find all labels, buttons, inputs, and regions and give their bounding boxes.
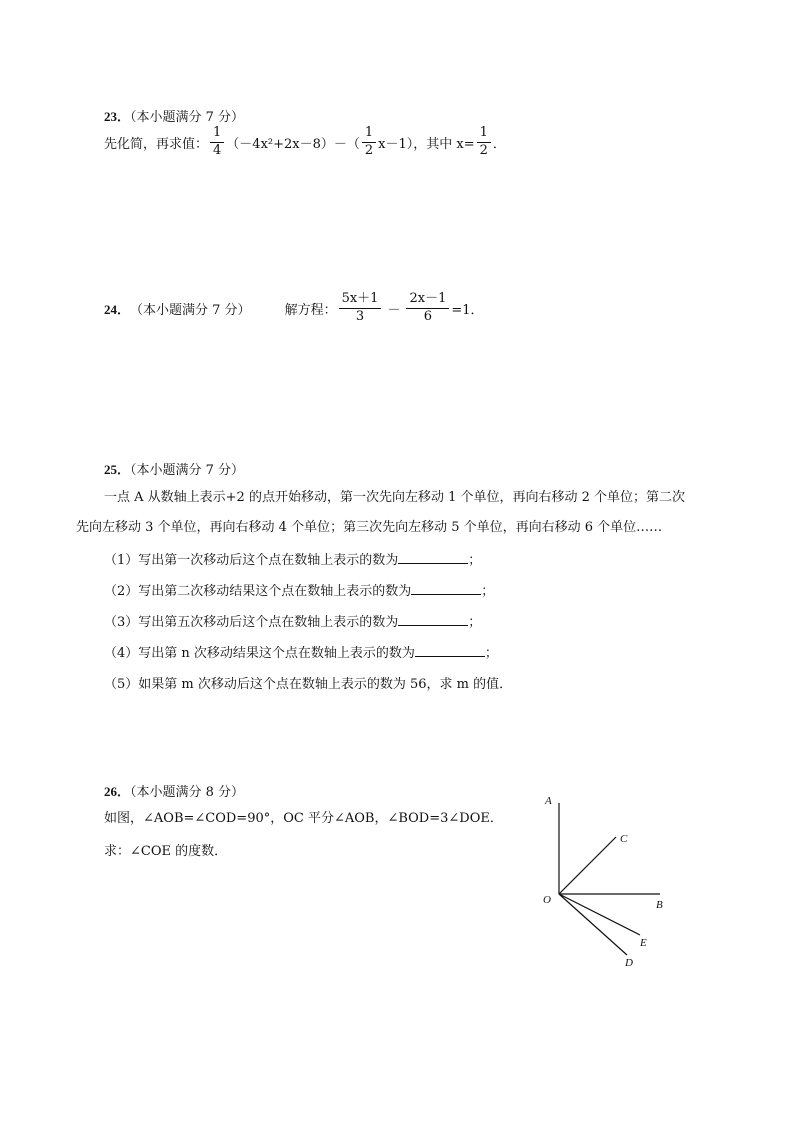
q23-expression-2: x－1），其中 x=: [378, 136, 475, 152]
q25-sub-2-answer-blank[interactable]: [411, 593, 481, 595]
q23-lead: 先化简，再求值：: [104, 136, 209, 152]
q25-heading: [104, 459, 244, 478]
q25-intro-line-2: 先向左移动 3 个单位，再向右移动 4 个单位；第三次先向左移动 5 个单位，再向右移动 6 个单位……: [76, 520, 663, 535]
q23-fraction-1-numerator: 1: [210, 126, 224, 143]
q24-fraction-1: [339, 292, 382, 325]
q25-score: （本小题满分 7 分）: [130, 463, 245, 478]
q26-number: 26．: [104, 784, 131, 799]
q25-sub-2-semicolon: ；: [481, 584, 495, 599]
q23-number: 23．: [104, 109, 131, 124]
q25-sub-5: （5）如果第 m 次移动后这个点在数轴上表示的数为 56，求 m 的值．: [104, 677, 513, 692]
label-C: C: [620, 833, 628, 845]
q25-intro-line-1: 一点 A 从数轴上表示+2 的点开始移动，第一次先向左移动 1 个单位，再向右移动 2 个单位；第二次: [104, 490, 686, 505]
q24-problem: [104, 292, 484, 325]
q26-heading: [104, 781, 244, 800]
q23-fraction-1: [210, 126, 224, 159]
q24-minus: －: [387, 302, 401, 318]
label-D: D: [625, 957, 633, 969]
q23-score: （本小题满分 7 分）: [130, 110, 245, 125]
ray-OE: [559, 894, 640, 935]
q25-sub-4-semicolon: ；: [484, 646, 498, 661]
q25-sub-1-semicolon: ；: [468, 553, 482, 568]
q26-angle-figure: [530, 790, 690, 975]
q23-problem: [104, 126, 506, 159]
q23-heading: [104, 106, 244, 125]
q23-fraction-1-denominator: 4: [213, 142, 222, 158]
q24-lead: 解方程：: [284, 302, 337, 318]
q23-fraction-2-denominator: 2: [364, 142, 374, 158]
q25-sub-2: [104, 580, 494, 599]
q25-sub-4: [104, 642, 498, 661]
q24-fraction-1-denominator: 3: [355, 308, 365, 324]
q23-expression-1: （－4x²+2x－8）－（: [226, 136, 360, 152]
q24-number: 24．: [104, 301, 131, 317]
label-B: B: [656, 899, 663, 911]
q23-end: ．: [492, 136, 506, 152]
q25-sub-4-answer-blank[interactable]: [415, 655, 485, 657]
label-O: O: [543, 894, 551, 906]
q25-sub-3-answer-blank[interactable]: [398, 624, 468, 626]
ray-OC: [559, 837, 616, 894]
q25-sub-1-text: （1）写出第一次移动后这个点在数轴上表示的数为: [104, 553, 399, 568]
q25-sub-4-text: （4）写出第 n 次移动结果这个点在数轴上表示的数为: [104, 646, 415, 661]
q23-fraction-3-denominator: 2: [479, 142, 488, 158]
ray-OD: [559, 894, 627, 955]
q26-line-2: 求：∠COE 的度数．: [104, 844, 228, 859]
q25-sub-3: [104, 611, 481, 630]
q23-fraction-3: [477, 126, 491, 159]
q25-number: 25．: [104, 462, 131, 477]
q24-fraction-2: [406, 292, 449, 325]
q26-score: （本小题满分 8 分）: [130, 785, 245, 800]
q25-sub-1-answer-blank[interactable]: [398, 562, 468, 564]
q25-sub-2-text: （2）写出第二次移动结果这个点在数轴上表示的数为: [104, 584, 412, 599]
q25-sub-1: [104, 549, 481, 568]
q24-score: （本小题满分 7 分）: [130, 302, 251, 318]
q24-fraction-1-numerator: 5x＋1: [339, 292, 382, 309]
label-A: A: [545, 795, 552, 807]
q24-end: =1．: [451, 302, 484, 318]
q25-sub-3-semicolon: ；: [468, 615, 482, 630]
q24-fraction-2-denominator: 6: [423, 308, 433, 324]
q25-sub-3-text: （3）写出第五次移动后这个点在数轴上表示的数为: [104, 615, 399, 630]
q26-line-1: 如图，∠AOB=∠COD=90°，OC 平分∠AOB，∠BOD=3∠DOE．: [104, 811, 503, 826]
q24-fraction-2-numerator: 2x－1: [406, 292, 449, 309]
q23-fraction-2-numerator: 1: [362, 126, 376, 143]
q23-fraction-2: [362, 126, 376, 159]
q23-fraction-3-numerator: 1: [477, 126, 491, 143]
label-E: E: [640, 937, 647, 949]
